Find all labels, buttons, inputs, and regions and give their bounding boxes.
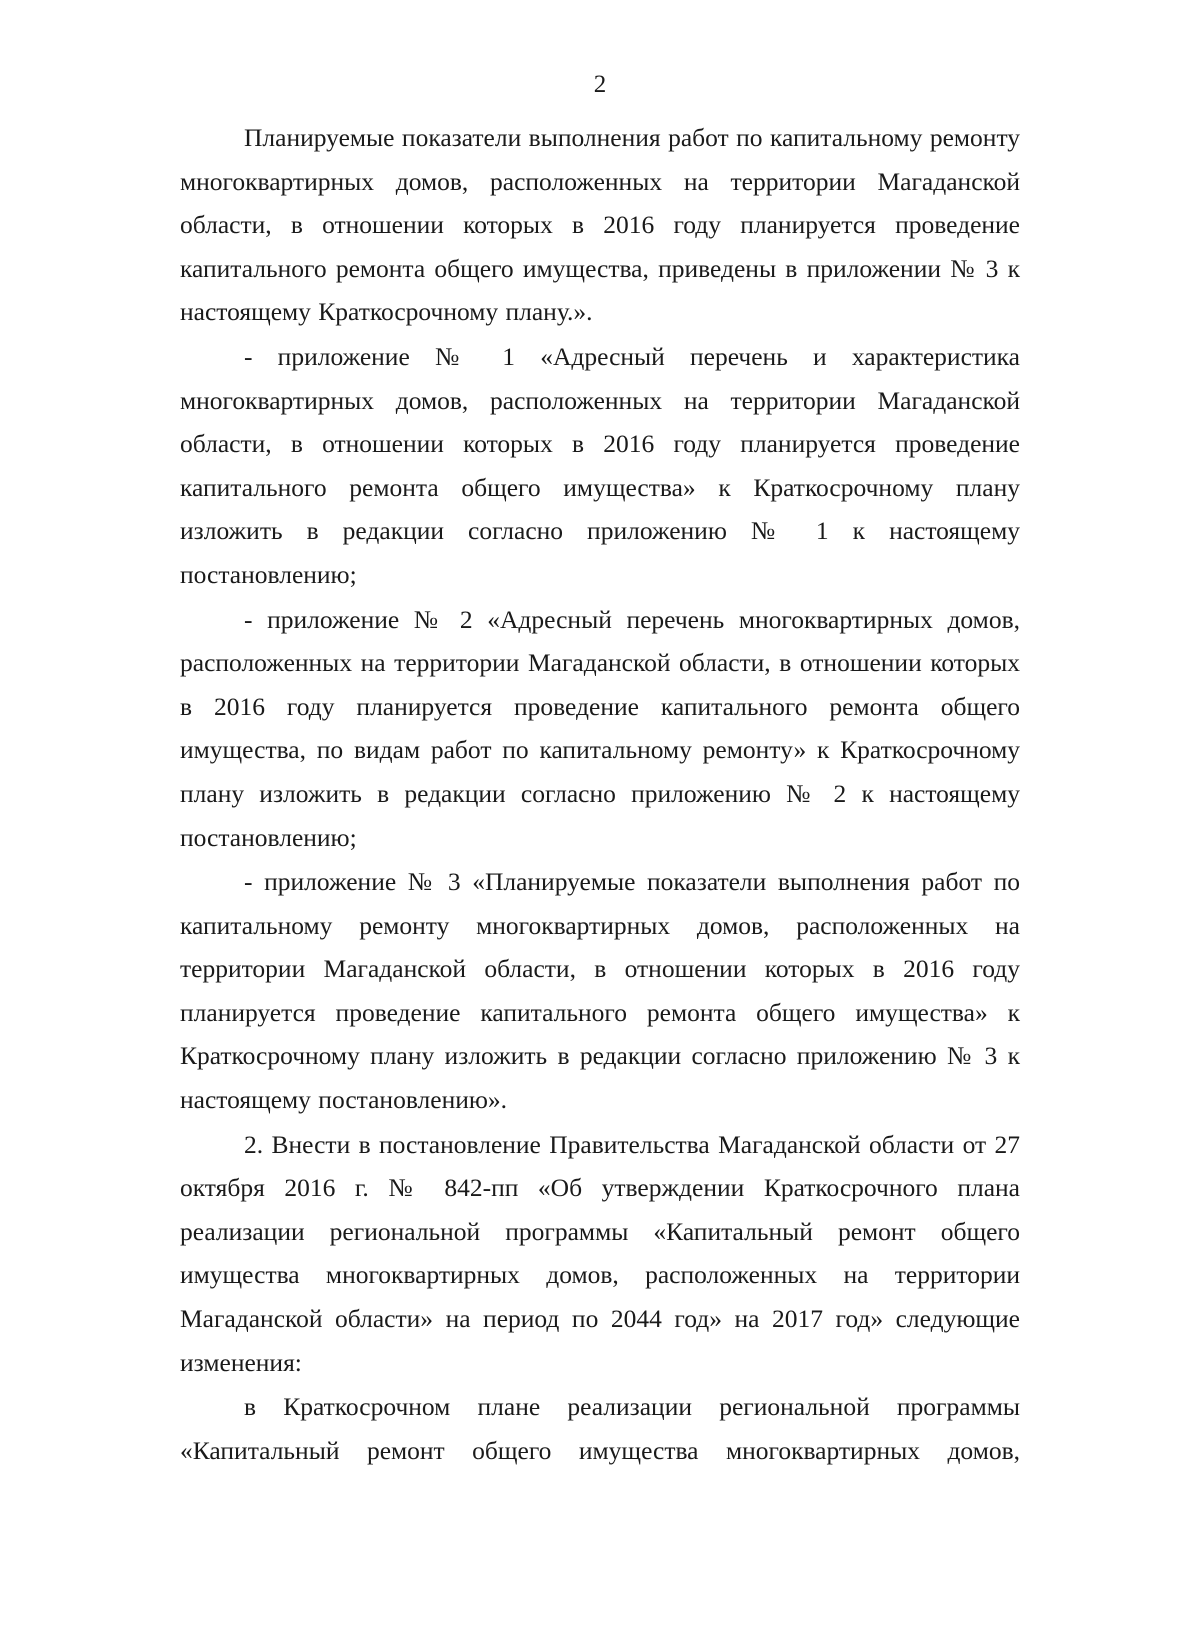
paragraph-appendix-3: - приложение № 3 «Планируемые показатели выполнения работ по капитальному ремонту многоквартирных домов, расположенных на территории Магаданской области, в отношении которых в 2016 году планируется проведение капитального ремонта общего имущества» к Краткосрочному плану изложить в редакции согласно приложению № 3 к настоящему постановлению».: [180, 867, 1020, 1115]
document-body: [180, 116, 1020, 1472]
paragraph-short-term-plan: в Краткосрочном плане реализации региональной программы «Капитальный ремонт общего имущества многоквартирных домов,: [180, 1392, 1020, 1465]
paragraph-appendix-2: - приложение № 2 «Адресный перечень многоквартирных домов, расположенных на территории Магаданской области, в отношении которых в 2016 году планируется проведение капитального ремонта общего имущества, по видам работ по капитальному ремонту» к Краткосрочному плану изложить в редакции согласно приложению № 2 к настоящему постановлению;: [180, 604, 1020, 852]
paragraph-appendix-1: - приложение № 1 «Адресный перечень и характеристика многоквартирных домов, расположенных на территории Магаданской области, в отношении которых в 2016 году планируется проведение капитального ремонта общего имущества» к Краткосрочному плану изложить в редакции согласно приложению № 1 к настоящему постановлению;: [180, 341, 1020, 589]
paragraph-planned-indicators: Планируемые показатели выполнения работ по капитальному ремонту многоквартирных домов, расположенных на территории Магаданской области, в отношении которых в 2016 году планируется проведение капитального ремонта общего имущества, приведены в приложении № 3 к настоящему Краткосрочному плану.».: [180, 123, 1020, 327]
page-number: 2: [593, 71, 607, 98]
paragraph-item-2: 2. Внести в постановление Правительства Магаданской области от 27 октября 2016 г. № 842-пп «Об утверждении Краткосрочного плана реализации региональной программы «Капитальный ремонт общего имущества многоквартирных домов, расположенных на территории Магаданской области» на период по 2044 год» на 2017 год» следующие изменения:: [180, 1129, 1020, 1377]
